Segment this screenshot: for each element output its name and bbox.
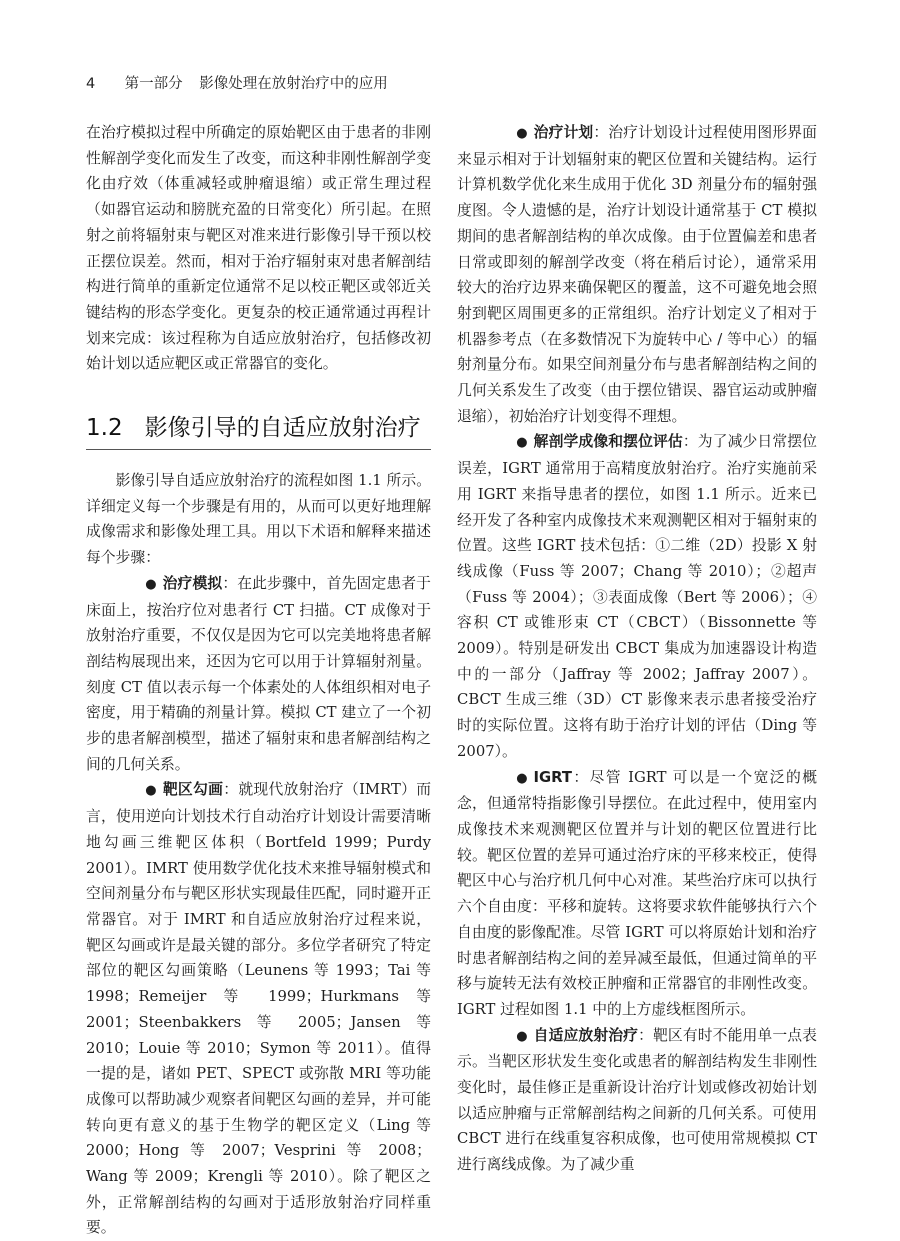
bullet-paragraph xyxy=(457,1023,817,1178)
bullet-paragraph xyxy=(86,571,431,778)
bullet-text: ：在此步骤中，首先固定患者于床面上，按治疗位对患者行 CT 扫描。CT 成像对于放射治疗重要，不仅仅是因为它可以完美地将患者解剖结构展现出来，还因为它可以用于计算辐射剂量。刻度 CT 值以表示每一个体素处的人体组织相对电子密度，用于精确的剂量计算。模拟 CT 建立了一个初步的患者解剖模型，描述了辐射束和患者解剖结构之间的几何关系。 xyxy=(86,574,431,773)
bullet-icon: ● xyxy=(516,435,528,451)
left-column xyxy=(86,120,431,1241)
bullet-text: ：靶区有时不能用单一点表示。当靶区形状发生变化或患者的解剖结构发生非刚性变化时，最佳修正是重新设计治疗计划或修改初始计划以适应肿瘤与正常解剖结构之间新的几何关系。可使用 CBCT 进行在线重复容积成像，也可使用常规模拟 CT 进行离线成像。为了减少重 xyxy=(457,1026,817,1174)
page-number: 4 xyxy=(86,76,96,92)
bullet-icon: ● xyxy=(516,770,528,786)
bullet-paragraph xyxy=(457,120,817,429)
bullet-text: ：就现代放射治疗（IMRT）而言，使用逆向计划技术行自动治疗计划设计需要清晰地勾画三维靶区体积（Bortfeld 1999；Purdy 2001）。IMRT 使用数学优化技术来推导辐射模式和空间剂量分布与靶区形状实现最佳匹配，同时避开正常器官。对于 IMRT 和自适应放射治疗过程来说，靶区勾画或许是最关键的部分。多位学者研究了特定部位的靶区勾画策略（Leunens 等 1993；Tai 等 1998；Remeijer 等 1999；Hurkmans 等 2001；Steenbakkers 等 2005；Jansen 等 2010；Louie 等 2010；Symon 等 2011）。值得一提的是，诸如 PET、SPECT 或弥散 MRI 等功能成像可以帮助减少观察者间靶区勾画的差异，并可能转向更有意义的基于生物学的靶区定义（Ling 等 2000；Hong 等 2007；Vesprini 等 2008；Wang 等 2009；Krengli 等 2010）。除了靶区之外，正常解剖结构的勾画对于适形放射治疗同样重要。 xyxy=(86,781,431,1237)
section-number: 1.2 xyxy=(86,415,123,442)
running-header xyxy=(86,72,388,93)
bullet-term: 靶区勾画 xyxy=(162,781,224,799)
bullet-paragraph xyxy=(457,765,817,1023)
bullet-icon: ● xyxy=(145,783,157,799)
bullet-text: ：治疗计划设计过程使用图形界面来显示相对于计划辐射束的靶区位置和关键结构。运行计算机数学优化来生成用于优化 3D 剂量分布的辐射强度图。令人遗憾的是，治疗计划设计通常基于 CT 模拟期间的患者解剖结构的单次成像。由于位置偏差和患者日常或即刻的解剖学改变（将在稍后讨论），通常采用较大的治疗边界来确保靶区的覆盖，这不可避免地会照射到靶区周围更多的正常组织。治疗计划定义了相对于机器参考点（在多数情况下为旋转中心 / 等中心）的辐射剂量分布。如果空间剂量分布与患者解剖结构之间的几何关系发生了改变（由于摆位错误、器官运动或肿瘤退缩），初始治疗计划变得不理想。 xyxy=(457,124,817,425)
bullet-icon: ● xyxy=(516,1028,528,1044)
part-title: 影像处理在放射治疗中的应用 xyxy=(199,76,388,92)
bullet-text: ：尽管 IGRT 可以是一个宽泛的概念，但通常特指影像引导摆位。在此过程中，使用室内成像技术来观测靶区位置并与计划的靶区位置进行比较。靶区位置的差异可通过治疗床的平移来校正，使得靶区中心与治疗机几何中心对准。某些治疗床可以执行六个自由度：平移和旋转。这将要求软件能够执行六个自由度的影像配准。尽管 IGRT 可以将原始计划和治疗时患者解剖结构之间的差异减至最低，但通过简单的平移与旋转无法有效校正肿瘤和正常器官的非刚性改变。IGRT 过程如图 1.1 中的上方虚线框图所示。 xyxy=(457,768,817,1018)
bullet-term: 自适应放射治疗 xyxy=(533,1026,639,1044)
right-column xyxy=(457,120,817,1178)
bullet-paragraph xyxy=(457,429,817,764)
bullet-icon: ● xyxy=(145,576,157,592)
bullet-paragraph xyxy=(86,777,431,1241)
bullet-icon: ● xyxy=(516,126,528,141)
bullet-term: 治疗模拟 xyxy=(162,574,223,592)
bullet-text: ：为了减少日常摆位误差，IGRT 通常用于高精度放射治疗。治疗实施前采用 IGRT 来指导患者的摆位，如图 1.1 所示。近来已经开发了各种室内成像技术来观测靶区相对于辐射束的位置。这些 IGRT 技术包括：①二维（2D）投影 X 射线成像（Fuss 等 2007；Chang 等 2010）；②超声（Fuss 等 2004）；③表面成像（Bert 等 2006）；④容积 CT 或锥形束 CT（CBCT）（Bissonnette 等 2009）。特别是研发出 CBCT 集成为加速器设计构造中的一部分（Jaffray 等 2002；Jaffray 2007）。CBCT 生成三维（3D）CT 影像来表示患者接受治疗时的实际位置。这将有助于治疗计划的评估（Ding 等 2007）。 xyxy=(457,433,817,760)
bullet-term: 治疗计划 xyxy=(533,124,594,141)
bullet-term: IGRT xyxy=(533,768,573,786)
section-heading xyxy=(86,413,431,450)
section-title: 影像引导的自适应放射治疗 xyxy=(144,415,421,442)
bullet-term: 解剖学成像和摆位评估 xyxy=(533,433,683,451)
part-label: 第一部分 xyxy=(124,76,183,92)
intro-paragraph: 在治疗模拟过程中所确定的原始靶区由于患者的非刚性解剖学变化而发生了改变，而这种非刚性解剖学变化由疗效（体重减轻或肿瘤退缩）或正常生理过程（如器官运动和膀胱充盈的日常变化）所引起。在照射之前将辐射束与靶区对准来进行影像引导干预以校正摆位误差。然而，相对于治疗辐射束对患者解剖结构进行简单的重新定位通常不足以校正靶区或邻近关键结构的形态学变化。更复杂的校正通常通过再程计划来完成：该过程称为自适应放射治疗，包括修改初始计划以适应靶区或正常器官的变化。 xyxy=(86,124,431,373)
section-intro-paragraph: 影像引导自适应放射治疗的流程如图 1.1 所示。详细定义每一个步骤是有用的，从而可以更好地理解成像需求和影像处理工具。用以下术语和解释来描述每个步骤： xyxy=(86,472,431,567)
